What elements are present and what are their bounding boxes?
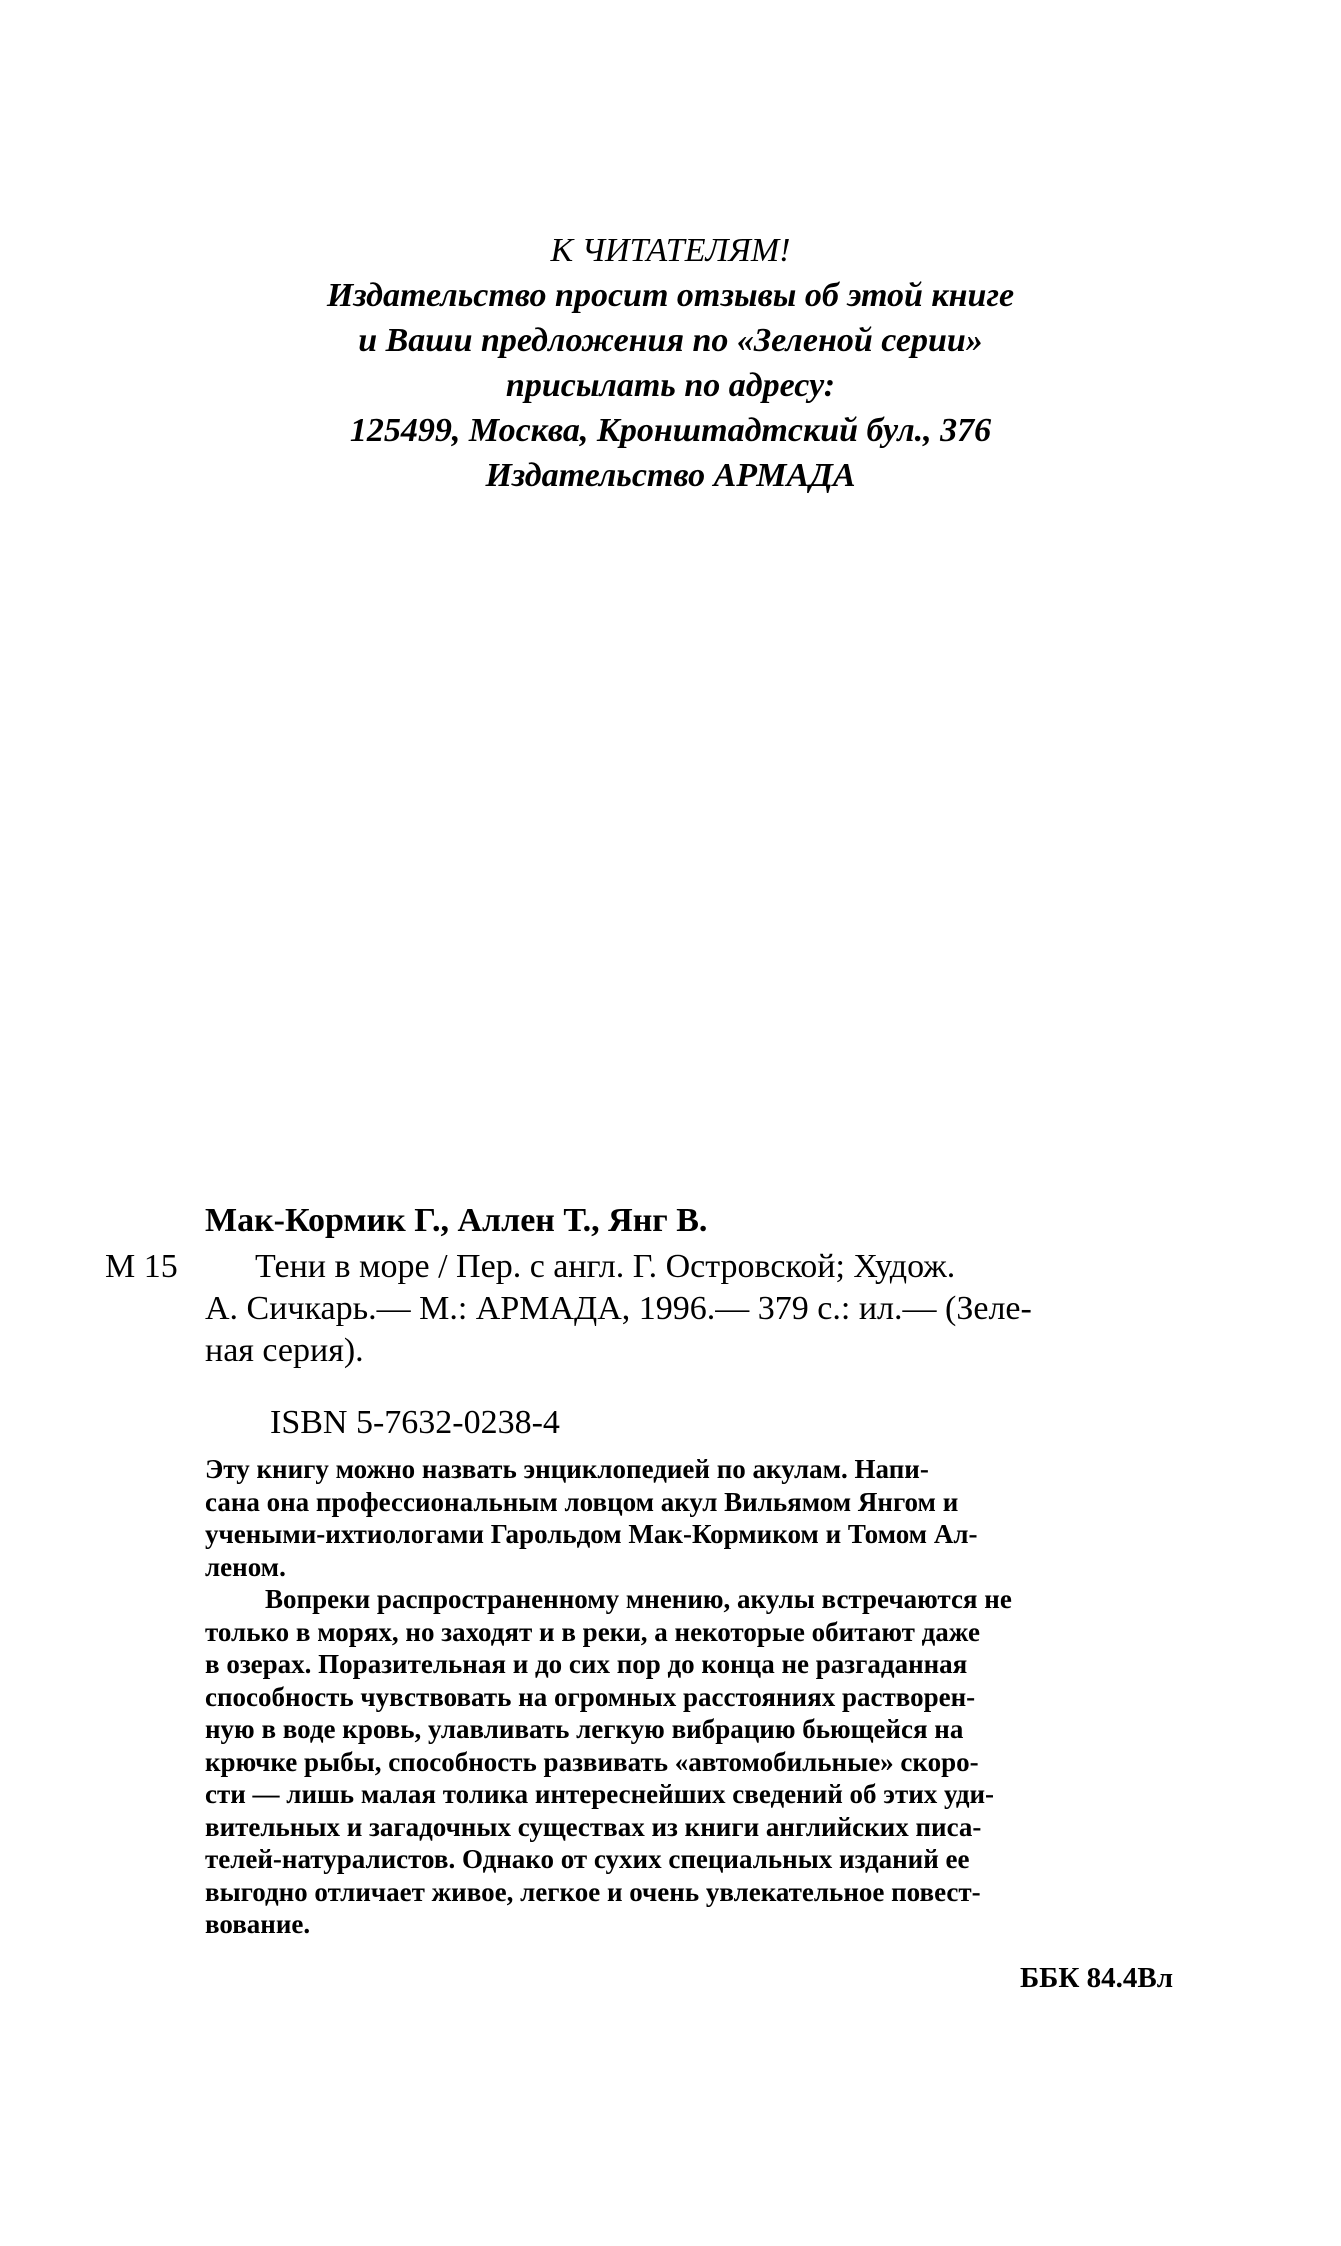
abstract-line: сти — лишь малая толика интереснейших сведений об этих уди- — [205, 1779, 995, 1809]
catalog-isbn: ISBN 5-7632-0238-4 — [270, 1404, 560, 1441]
abstract-line: ную в воде кровь, улавливать легкую вибрацию бьющейся на — [205, 1714, 964, 1744]
abstract-line: крючке рыбы, способность развивать «автомобильные» скоро- — [205, 1746, 979, 1777]
catalog-bibliographic-description — [205, 1246, 1215, 1372]
biblio-line: ная серия). — [205, 1332, 364, 1369]
abstract-line: только в морях, но заходят и в реки, а некоторые обитают даже — [205, 1616, 980, 1647]
book-abstract — [205, 1453, 1210, 1941]
abstract-line: выгодно отличает живое, легкое и очень увлекательное повест- — [205, 1876, 981, 1907]
abstract-line: вительных и загадочных существах из книги английских писа- — [205, 1811, 982, 1842]
notice-line: присылать по адресу: — [505, 367, 836, 404]
notice-publisher: Издательство АРМАДА — [485, 457, 856, 494]
reader-notice — [0, 228, 1341, 498]
notice-line: Издательство просит отзывы об этой книге — [326, 277, 1015, 314]
biblio-line: Тени в море / Пер. с англ. Г. Островской; Худож. — [255, 1248, 956, 1285]
notice-line: и Ваши предложения по «Зеленой серии» — [358, 322, 983, 359]
bbk-code: ББК 84.4Вл — [1020, 1962, 1173, 1994]
abstract-line: учеными-ихтиологами Гарольдом Мак-Кормиком и Томом Ал- — [205, 1519, 978, 1549]
notice-heading: К ЧИТАТЕЛЯМ! — [550, 232, 791, 269]
abstract-line: способность чувствовать на огромных расстояниях растворен- — [205, 1681, 976, 1712]
notice-address: 125499, Москва, Кронштадтский бул., 376 — [349, 412, 992, 449]
abstract-line: леном. — [205, 1551, 286, 1582]
abstract-line: сана она профессиональным ловцом акул Вильямом Янгом и — [205, 1486, 959, 1517]
abstract-line: телей-натуралистов. Однако от сухих специальных изданий ее — [205, 1844, 970, 1874]
catalog-authors: Мак-Кормик Г., Аллен Т., Янг В. — [205, 1202, 708, 1239]
catalog-code: М 15 — [105, 1248, 178, 1285]
abstract-line: Эту книгу можно назвать энциклопедией по акулам. Напи- — [205, 1454, 929, 1484]
abstract-line: в озерах. Поразительная и до сих пор до конца не разгаданная — [205, 1649, 968, 1679]
biblio-line: А. Сичкарь.— М.: АРМАДА, 1996.— 379 с.: ил.— (Зеле- — [205, 1290, 1032, 1327]
abstract-line: Вопреки распространенному мнению, акулы встречаются не — [265, 1584, 1012, 1614]
abstract-line: вование. — [205, 1909, 311, 1939]
